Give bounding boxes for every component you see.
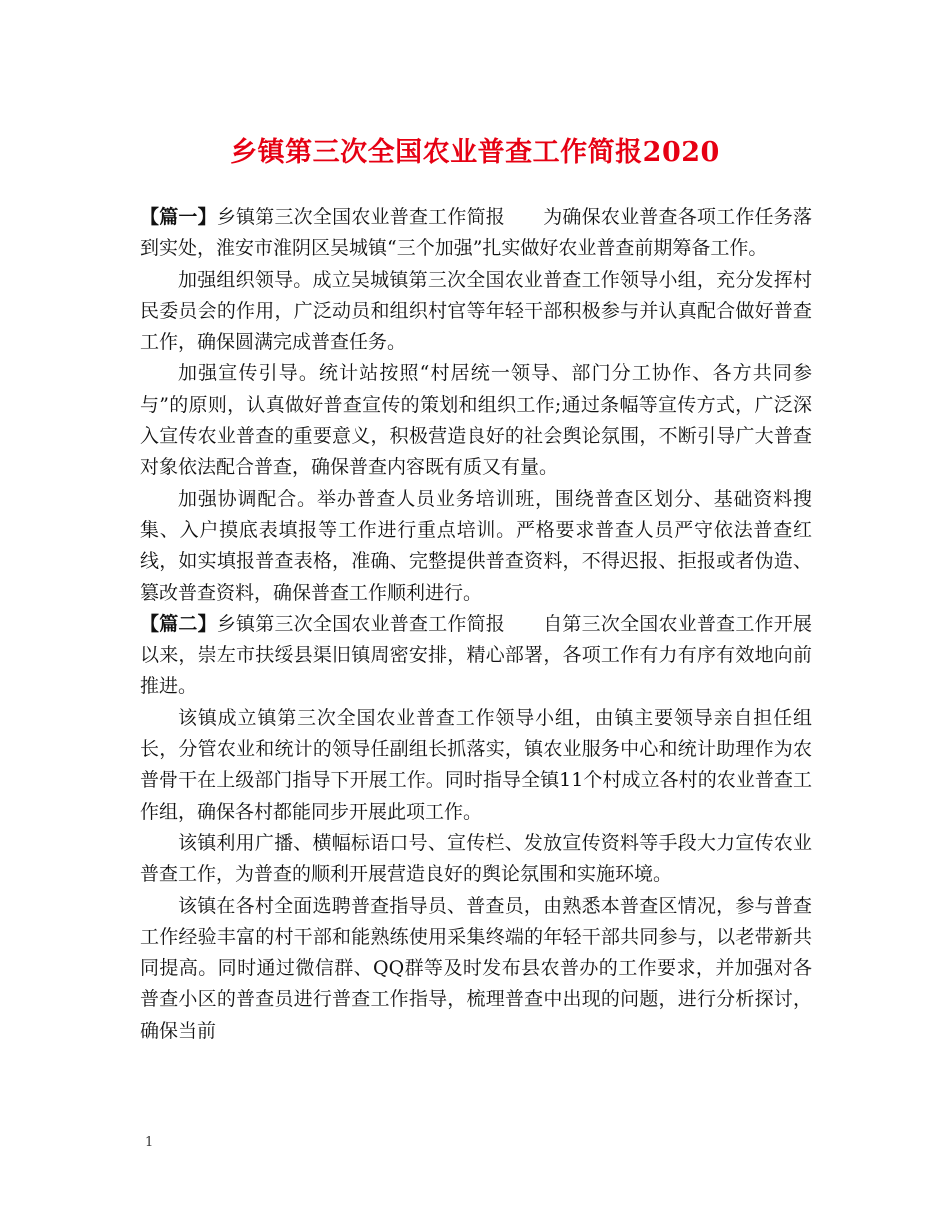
article1-heading: 乡镇第三次全国农业普查工作简报 <box>216 206 506 228</box>
article1-lead-paragraph <box>140 202 812 265</box>
article2-paragraph: 该镇在各村全面选聘普查指导员、普查员，由熟悉本普查区情况，参与普查工作经验丰富的村干部和能熟练使用采集终端的年轻干部共同参与，以老带新共同提高。同时通过微信群、QQ群等及时发布县农普办的工作要求，并加强对各普查小区的普查员进行普查工作指导，梳理普查中出现的问题，进行分析探讨，确保当前 <box>140 894 812 1042</box>
article2-paragraph: 该镇利用广播、横幅标语口号、宣传栏、发放宣传资料等手段大力宣传农业普查工作，为普查的顺利开展营造良好的舆论氛围和实施环境。 <box>140 831 812 886</box>
document-body <box>140 202 812 1047</box>
article1-paragraph: 加强协调配合。举办普查人员业务培训班，围绕普查区划分、基础资料搜集、入户摸底表填报等工作进行重点培训。严格要求普查人员严守依法普查红线，如实填报普查表格，准确、完整提供普查资料，不得迟报、拒报或者伪造、篡改普查资料，确保普查工作顺利进行。 <box>140 487 812 604</box>
article2-intro: 自第三次全国农业普查工作开展以来，崇左市扶绥县渠旧镇周密安排，精心部署，各项工作有力有序有效地向前推进。 <box>140 612 812 698</box>
article1-paragraph: 加强宣传引导。统计站按照“村居统一领导、部门分工协作、各方共同参与”的原则，认真做好普查宣传的策划和组织工作;通过条幅等宣传方式，广泛深入宣传农业普查的重要意义，积极营造良好的社会舆论氛围，不断引导广大普查对象依法配合普查，确保普查内容既有质又有量。 <box>140 362 812 479</box>
article2-heading: 乡镇第三次全国农业普查工作简报 <box>216 612 506 635</box>
article1-paragraph: 加强组织领导。成立吴城镇第三次全国农业普查工作领导小组，充分发挥村民委员会的作用，广泛动员和组织村官等年轻干部积极参与并认真配合做好普查工作，确保圆满完成普查任务。 <box>140 268 812 354</box>
article2-lead-paragraph <box>140 609 812 703</box>
page-number: 1 <box>145 1135 154 1150</box>
article2-paragraph: 该镇成立镇第三次全国农业普查工作领导小组，由镇主要领导亲自担任组长，分管农业和统计的领导任副组长抓落实，镇农业服务中心和统计助理作为农普骨干在上级部门指导下开展工作。同时指导全镇11个村成立各村的农业普查工作组，确保各村都能同步开展此项工作。 <box>140 706 812 823</box>
article2-tag: 【篇二】 <box>140 612 217 635</box>
document-title: 乡镇第三次全国农业普查工作简报2020 <box>230 137 720 168</box>
article1-intro: 为确保农业普查各项工作任务落到实处，淮安市淮阴区吴城镇“三个加强”扎实做好农业普查前期筹备工作。 <box>140 206 812 260</box>
article1-tag: 【篇一】 <box>140 206 217 228</box>
